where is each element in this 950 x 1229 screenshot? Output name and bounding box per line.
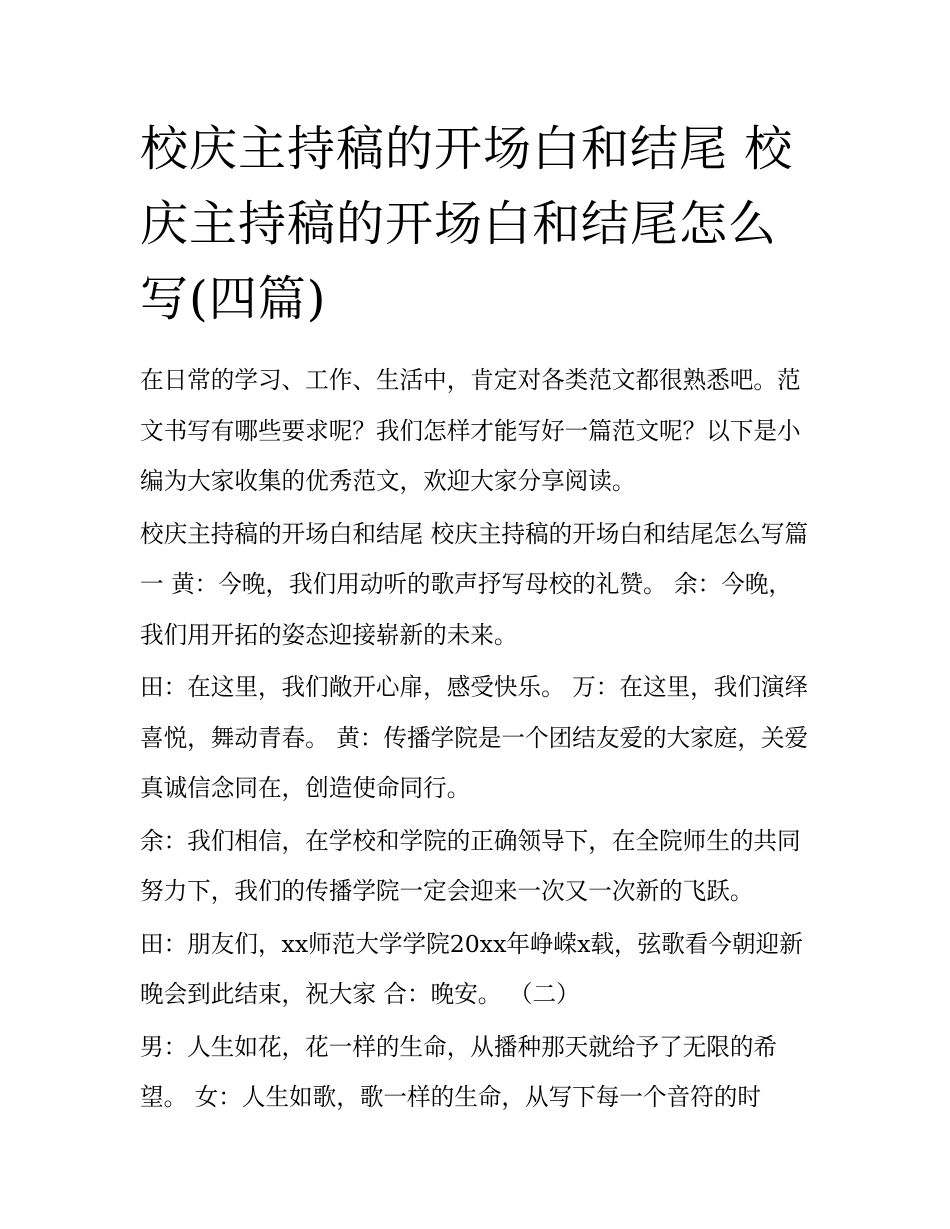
paragraph-part-one-opening: 校庆主持稿的开场白和结尾 校庆主持稿的开场白和结尾怎么写篇一 黄：今晚，我们用动听的歌声抒写母校的礼赞。 余：今晚，我们用开拓的姿态迎接崭新的未来。: [140, 519, 809, 649]
paragraph-intro: 在日常的学习、工作、生活中，肯定对各类范文都很熟悉吧。范文书写有哪些要求呢？我们怎样才能写好一篇范文呢？以下是小编为大家收集的优秀范文，欢迎大家分享阅读。: [140, 366, 801, 495]
document-body: [140, 355, 812, 1125]
paragraph-part-two-opening: 男：人生如花，花一样的生命，从播种那天就给予了无限的希望。 女：人生如歌，歌一样的生命，从写下每一个音符的时: [140, 1032, 778, 1111]
paragraph-yu: 余：我们相信，在学校和学院的正确领导下，在全院师生的共同努力下，我们的传播学院一定会迎来一次又一次新的飞跃。: [140, 826, 801, 905]
document-title: 校庆主持稿的开场白和结尾 校庆主持稿的开场白和结尾怎么写(四篇): [140, 121, 794, 327]
paragraph-tian-wan-huang: 田：在这里，我们敞开心扉，感受快乐。 万：在这里，我们演绎喜悦，舞动青春。 黄：传播学院是一个团结友爱的大家庭，关爱真诚信念同在，创造使命同行。: [140, 673, 809, 802]
paragraph-tian-closing: 田：朋友们，xx师范大学学院20xx年峥嵘x载，弦歌看今朝迎新晚会到此结束，祝大家 合：晚安。 （二）: [140, 929, 803, 1008]
